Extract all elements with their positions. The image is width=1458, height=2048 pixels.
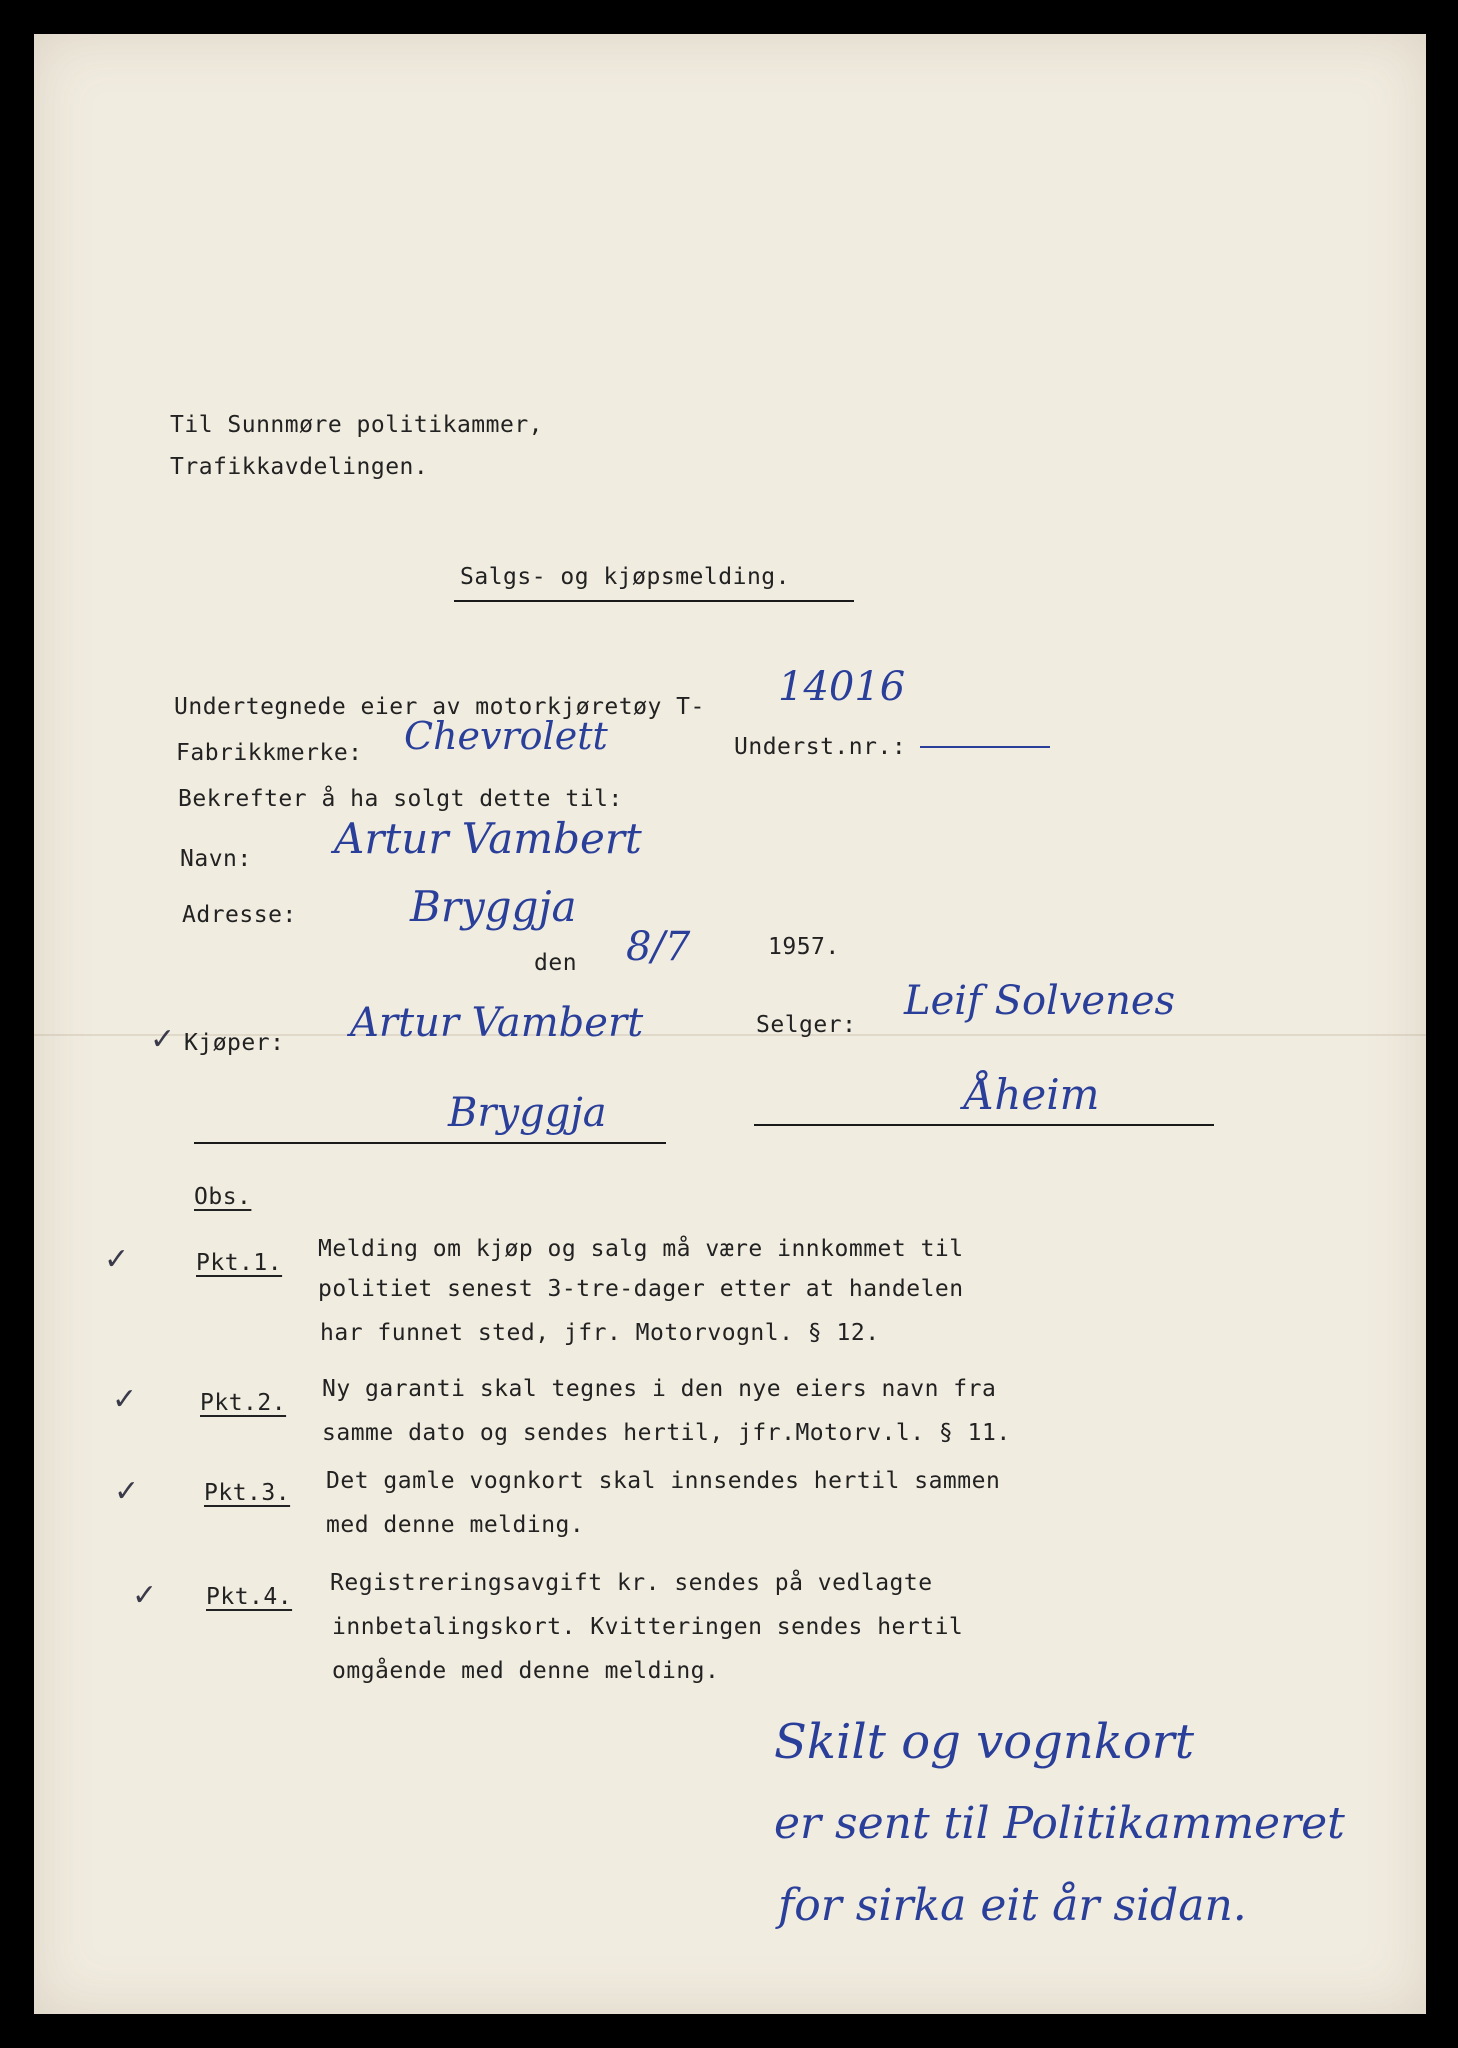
buyer-place: Bryggja <box>448 1090 607 1136</box>
recipient-line-1: Til Sunnmøre politikammer, <box>170 412 544 438</box>
pkt1-line3: har funnet sted, jfr. Motorvognl. § 12. <box>320 1320 880 1346</box>
pkt1-line2: politiet senest 3-tre-dager etter at handelen <box>318 1276 964 1302</box>
confirm-label: Bekrefter å ha solgt dette til: <box>178 786 623 812</box>
seller-signature: Leif Solvenes <box>904 978 1176 1024</box>
pkt4-line2: innbetalingskort. Kvitteringen sendes hertil <box>332 1614 964 1640</box>
checkmark-pkt2: ✓ <box>112 1382 138 1417</box>
underst-dash <box>920 746 1050 748</box>
owner-label: Undertegnede eier av motorkjøretøy T- <box>174 694 705 720</box>
pkt1-label: Pkt.1. <box>196 1250 283 1276</box>
pkt3-label: Pkt.3. <box>204 1480 291 1506</box>
make-value: Chevrolett <box>404 714 608 758</box>
pkt3-line2: med denne melding. <box>326 1512 585 1538</box>
pkt4-line1: Registreringsavgift kr. sendes på vedlagte <box>330 1570 933 1596</box>
document-page <box>34 34 1426 2014</box>
pkt2-label: Pkt.2. <box>200 1390 287 1416</box>
name-value: Artur Vambert <box>334 814 642 863</box>
buyer-signature: Artur Vambert <box>350 1000 644 1046</box>
pkt3-line1: Det gamle vognkort skal innsendes hertil sammen <box>326 1468 1001 1494</box>
name-label: Navn: <box>180 846 252 872</box>
address-value: Bryggja <box>410 882 577 931</box>
pkt4-line3: omgående med denne melding. <box>332 1658 720 1684</box>
handwritten-note-line-3: for sirka eit år sidan. <box>778 1880 1247 1931</box>
buyer-line <box>194 1142 666 1144</box>
pkt1-line1: Melding om kjøp og salg må være innkommet til <box>318 1236 964 1262</box>
seller-label: Selger: <box>756 1012 857 1038</box>
make-label: Fabrikkmerke: <box>176 740 363 766</box>
checkmark-buyer: ✓ <box>150 1022 176 1057</box>
pkt2-line2: samme dato og sendes hertil, jfr.Motorv.l. § 11. <box>322 1420 1011 1446</box>
checkmark-pkt1: ✓ <box>104 1242 130 1277</box>
obs-heading: Obs. <box>194 1184 252 1210</box>
seller-place: Åheim <box>964 1070 1100 1119</box>
address-label: Adresse: <box>182 902 297 928</box>
date-year: 1957. <box>768 934 840 960</box>
underst-label: Underst.nr.: <box>734 734 907 760</box>
buyer-label: Kjøper: <box>184 1030 285 1056</box>
seller-line <box>754 1124 1214 1126</box>
checkmark-pkt3: ✓ <box>114 1474 140 1509</box>
title-underline <box>454 600 854 602</box>
document-title: Salgs- og kjøpsmelding. <box>460 564 790 590</box>
date-prefix: den <box>534 950 578 976</box>
date-value: 8/7 <box>626 924 691 970</box>
handwritten-note-line-1: Skilt og vognkort <box>774 1714 1194 1770</box>
registration-number: 14016 <box>778 664 906 710</box>
checkmark-pkt4: ✓ <box>132 1578 158 1613</box>
recipient-line-2: Trafikkavdelingen. <box>170 454 429 480</box>
pkt2-line1: Ny garanti skal tegnes i den nye eiers navn fra <box>322 1376 997 1402</box>
pkt4-label: Pkt.4. <box>206 1584 293 1610</box>
handwritten-note-line-2: er sent til Politikammeret <box>774 1798 1345 1849</box>
